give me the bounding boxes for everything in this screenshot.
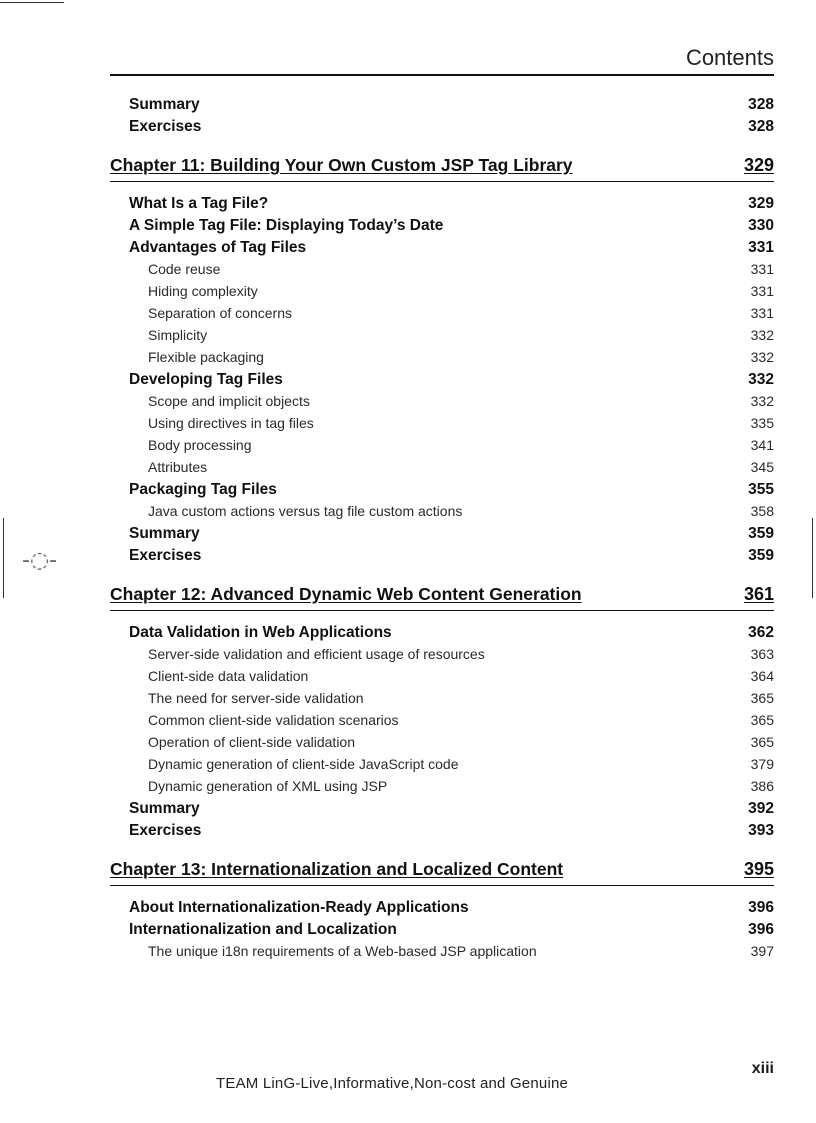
crop-mark-left <box>3 518 4 598</box>
toc-entry[interactable]: Advantages of Tag Files 331 <box>129 239 774 256</box>
toc-subentry[interactable]: The need for server-side validation 365 <box>148 690 774 706</box>
running-head <box>110 44 774 76</box>
toc-entry[interactable]: A Simple Tag File: Displaying Today’s Date 330 <box>129 217 774 234</box>
chapter-12-heading[interactable]: Chapter 12: Advanced Dynamic Web Content Generation 361 <box>110 584 774 611</box>
toc-subentry[interactable]: Client-side data validation 364 <box>148 668 774 684</box>
toc-subentry[interactable]: Operation of client-side validation 365 <box>148 734 774 750</box>
toc-subentry[interactable]: Dynamic generation of client-side JavaScript code 379 <box>148 756 774 772</box>
crop-mark-right <box>812 518 813 598</box>
toc-subentry[interactable]: Hiding complexity 331 <box>148 283 774 299</box>
toc-entry[interactable]: Exercises 393 <box>129 822 774 839</box>
toc-entry[interactable]: Data Validation in Web Applications 362 <box>129 624 774 641</box>
toc-subentry[interactable]: Simplicity 332 <box>148 327 774 343</box>
toc-subentry[interactable]: Flexible packaging 332 <box>148 349 774 365</box>
toc-subentry[interactable]: Java custom actions versus tag file custom actions 358 <box>148 503 774 519</box>
toc-entry[interactable]: Internationalization and Localization 396 <box>129 921 774 938</box>
registration-mark-icon: -◌- <box>22 548 58 573</box>
toc-entry[interactable]: Summary 392 <box>129 800 774 817</box>
toc-subentry[interactable]: Attributes 345 <box>148 459 774 475</box>
chapter-13-heading[interactable]: Chapter 13: Internationalization and Localized Content 395 <box>110 859 774 886</box>
running-head-title: Contents <box>685 45 774 70</box>
toc-entry[interactable]: Summary 359 <box>129 525 774 542</box>
crop-mark-top <box>0 2 64 3</box>
table-of-contents <box>110 96 774 965</box>
toc-entry-exercises[interactable]: Exercises 328 <box>129 118 774 135</box>
toc-entry[interactable]: Exercises 359 <box>129 547 774 564</box>
chapter-11-heading[interactable]: Chapter 11: Building Your Own Custom JSP Tag Library 329 <box>110 155 774 182</box>
page-number: xiii <box>751 1060 774 1077</box>
toc-subentry[interactable]: Using directives in tag files 335 <box>148 415 774 431</box>
toc-entry[interactable]: Packaging Tag Files 355 <box>129 481 774 498</box>
toc-entry[interactable]: What Is a Tag File? 329 <box>129 195 774 212</box>
toc-entry[interactable]: Developing Tag Files 332 <box>129 371 774 388</box>
toc-subentry[interactable]: Separation of concerns 331 <box>148 305 774 321</box>
toc-entry-summary[interactable]: Summary 328 <box>129 96 774 113</box>
toc-subentry[interactable]: Code reuse 331 <box>148 261 774 277</box>
toc-subentry[interactable]: Common client-side validation scenarios 365 <box>148 712 774 728</box>
toc-subentry[interactable]: The unique i18n requirements of a Web-based JSP application 397 <box>148 943 774 959</box>
toc-subentry[interactable]: Dynamic generation of XML using JSP 386 <box>148 778 774 794</box>
toc-subentry[interactable]: Body processing 341 <box>148 437 774 453</box>
watermark-text: TEAM LinG-Live,Informative,Non-cost and Genuine <box>216 1075 569 1092</box>
toc-entry[interactable]: About Internationalization-Ready Applications 396 <box>129 899 774 916</box>
toc-subentry[interactable]: Scope and implicit objects 332 <box>148 393 774 409</box>
toc-subentry[interactable]: Server-side validation and efficient usage of resources 363 <box>148 646 774 662</box>
